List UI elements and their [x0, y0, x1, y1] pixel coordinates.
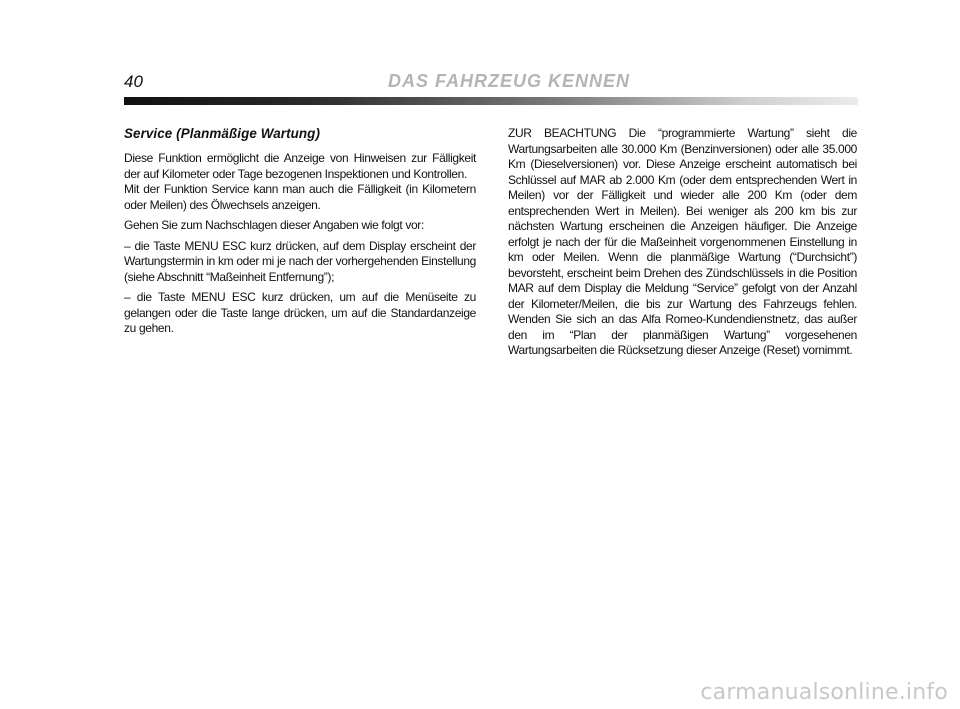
note-paragraph: ZUR BEACHTUNG Die “programmierte Wartung” sieht die Wartungsarbeiten alle 30.000 Km (Benzinversionen) oder alle 35.000 Km (Dieselversionen) vor. Diese Anzeige erscheint automatisch bei Schlüssel auf MAR ab 2.000 Km (oder dem entsprechenden Wert in Meilen) vor der Fälligkeit und wieder alle 200 Km (oder dem entsprechenden Wert in Meilen). Bei weniger als 200 km bis zur nächsten Wartung erscheinen die Anzeigen häufiger. Die Anzeige erfolgt je nach der für die Maßeinheit vorgenommenen Einstellung in km oder Meilen. Wenn die planmäßige Wartung (“Durchsicht”) bevorsteht, erscheint beim Drehen des Zündschlüssels in die Position MAR auf dem Display die Meldung “Service” gefolgt von der Anzahl der Kilometer/Meilen, die bis zur Wartung des Fahrzeugs fehlen. Wenden Sie sich an das Alfa Romeo-Kundendienstnetz, das außer den im “Plan der planmäßigen Wartung” vorgesehenen Wartungsarbeiten die Rücksetzung dieser Anzeige (Reset) vornimmt.	[508, 126, 857, 357]
watermark: carmanualsonline.info	[700, 680, 948, 705]
paragraph: Gehen Sie zum Nachschlagen dieser Angaben wie folgt vor:	[124, 218, 424, 232]
page-number: 40	[124, 72, 143, 91]
section-heading: Service (Planmäßige Wartung)	[124, 126, 321, 141]
header-divider	[124, 97, 858, 105]
list-item: – die Taste MENU ESC kurz drücken, auf dem Display erscheint der Wartungstermin in km oder mi je nach der vorhergehenden Einstellung (siehe Abschnitt “Maßeinheit Entfernung”);	[124, 238, 476, 284]
paragraph: Mit der Funktion Service kann man auch die Fälligkeit (in Kilometern oder Meilen) des Ölwechsels anzeigen.	[124, 182, 476, 212]
paragraph: Diese Funktion ermöglicht die Anzeige von Hinweisen zur Fälligkeit der auf Kilometer oder Tage bezogenen Inspektionen und Kontrollen.	[124, 151, 476, 181]
chapter-title: DAS FAHRZEUG KENNEN	[388, 71, 631, 91]
list-item: – die Taste MENU ESC kurz drücken, um auf die Menüseite zu gelangen oder die Taste lange drücken, um auf die Standardanzeige zu gehen.	[124, 290, 476, 335]
right-column	[508, 126, 857, 364]
left-column	[124, 126, 476, 342]
